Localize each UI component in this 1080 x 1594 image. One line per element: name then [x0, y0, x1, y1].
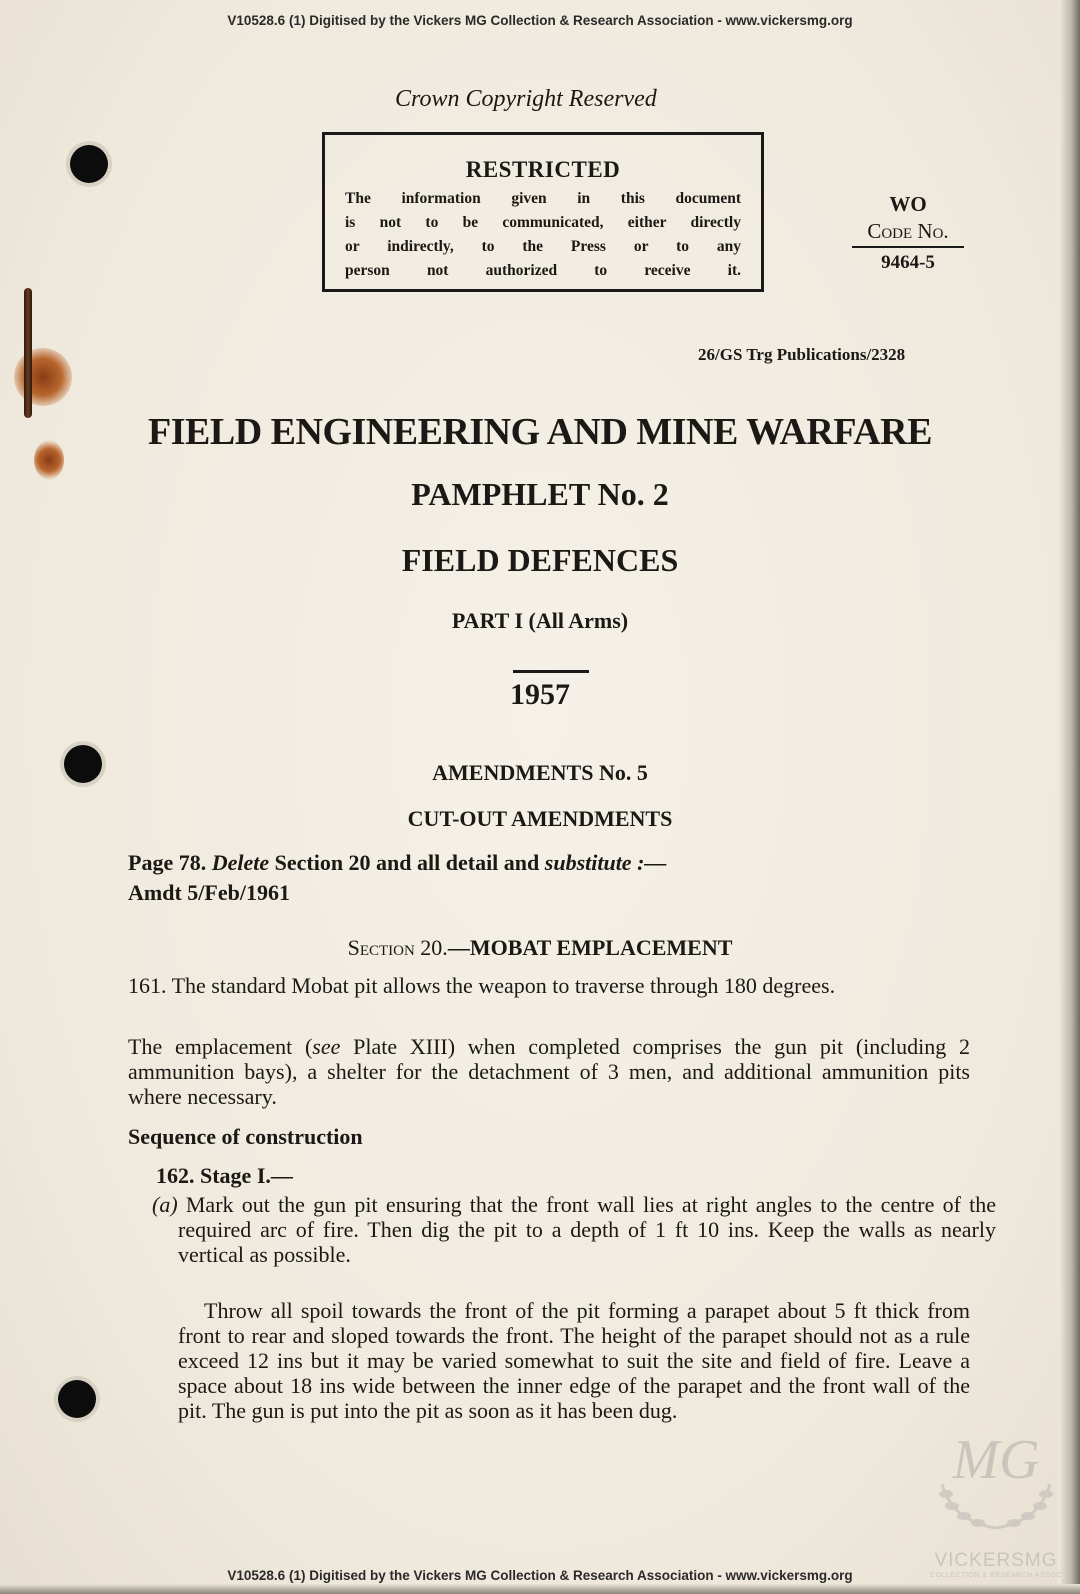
cutout-title: CUT-OUT AMENDMENTS	[407, 806, 673, 831]
restricted-line: person not authorized to receive it.	[345, 262, 741, 279]
instruction-substitute: substitute :—	[544, 850, 667, 875]
rust-stain	[14, 348, 72, 406]
instruction-page: Page 78.	[128, 850, 207, 875]
restricted-notice	[322, 132, 764, 292]
logo-subtitle: COLLECTION & RESEARCH ASSOC	[930, 1572, 1062, 1579]
instruction-delete: Delete	[211, 850, 270, 875]
amendment-date: Amdt 5/Feb/1961	[128, 880, 290, 905]
publication-reference: 26/GS Trg Publications/2328	[698, 345, 906, 364]
emp-see: see	[312, 1034, 341, 1059]
amendment-instruction	[128, 850, 968, 875]
code-number: 9464-5	[881, 252, 935, 273]
wo-label: WO	[889, 192, 927, 216]
restricted-line: or indirectly, to the Press or to any	[345, 238, 741, 255]
laurel-icon	[922, 1476, 1070, 1536]
punch-hole	[70, 145, 108, 183]
digitised-header: V10528.6 (1) Digitised by the Vickers MG Collection & Research Association - www.vickersmg.org	[227, 13, 853, 28]
restricted-title: RESTRICTED	[465, 157, 621, 182]
section-label: Section 20.	[347, 935, 448, 960]
logo-name: VICKERSMG	[934, 1550, 1058, 1571]
section-heading	[0, 935, 1080, 960]
paragraph-162a	[152, 1192, 996, 1267]
page-bottom-shadow	[0, 1584, 1080, 1594]
amendments-title: AMENDMENTS No. 5	[432, 760, 648, 785]
year: 1957	[510, 678, 570, 711]
wo-code-block	[852, 192, 964, 274]
emp-post: Plate XIII) when completed comprises the gun pit (including 2 ammunition bays), a shelter for the detachment of 3 men, and additional ammunition pits where necessary.	[128, 1034, 970, 1109]
restricted-line: The information given in this document	[345, 190, 741, 207]
section-title: —MOBAT EMPLACEMENT	[447, 935, 733, 960]
paragraph-throw-spoil: Throw all spoil towards the front of the pit forming a parapet about 5 ft thick from front to rear and sloped towards the front. The height of the parapet should not as a rule exceed 12 ins but it may be varied somewhat to suit the site and field of fire. Leave a space about 18 ins wide between the inner edge of the parapet and the front wall of the pit. The gun is put into the pit as soon as it has been dug.	[178, 1298, 970, 1423]
paragraph-161: 161. The standard Mobat pit allows the weapon to traverse through 180 degrees.	[128, 973, 836, 998]
subject-title: FIELD DEFENCES	[401, 542, 679, 578]
stage-1-heading: 162. Stage I.—	[156, 1163, 293, 1188]
punch-hole	[58, 1380, 96, 1418]
paragraph-emplacement	[128, 1034, 970, 1109]
item-a-label: (a)	[152, 1192, 178, 1217]
page-edge-shadow	[1058, 0, 1080, 1594]
pamphlet-number: PAMPHLET No. 2	[411, 476, 669, 512]
part-title: PART I (All Arms)	[451, 608, 629, 633]
main-title: FIELD ENGINEERING AND MINE WARFARE	[148, 411, 932, 453]
sequence-heading: Sequence of construction	[128, 1124, 363, 1149]
digitised-footer: V10528.6 (1) Digitised by the Vickers MG Collection & Research Association - www.vickersmg.org	[227, 1568, 853, 1583]
code-no-label: Code No.	[852, 219, 964, 248]
logo-mark: MG	[952, 1429, 1040, 1491]
staple	[24, 288, 32, 418]
instruction-middle: Section 20 and all detail and	[269, 850, 545, 875]
restricted-line: is not to be communicated, either directly	[345, 214, 741, 231]
item-a-text: Mark out the gun pit ensuring that the front wall lies at right angles to the centre of the required arc of fire. Then dig the pit to a depth of 1 ft 10 ins. Keep the walls as nearly vertical as possible.	[177, 1192, 996, 1267]
year-rule	[513, 670, 589, 673]
emp-pre: The emplacement (	[128, 1034, 313, 1059]
restricted-text	[325, 183, 761, 283]
crown-copyright: Crown Copyright Reserved	[395, 86, 657, 112]
